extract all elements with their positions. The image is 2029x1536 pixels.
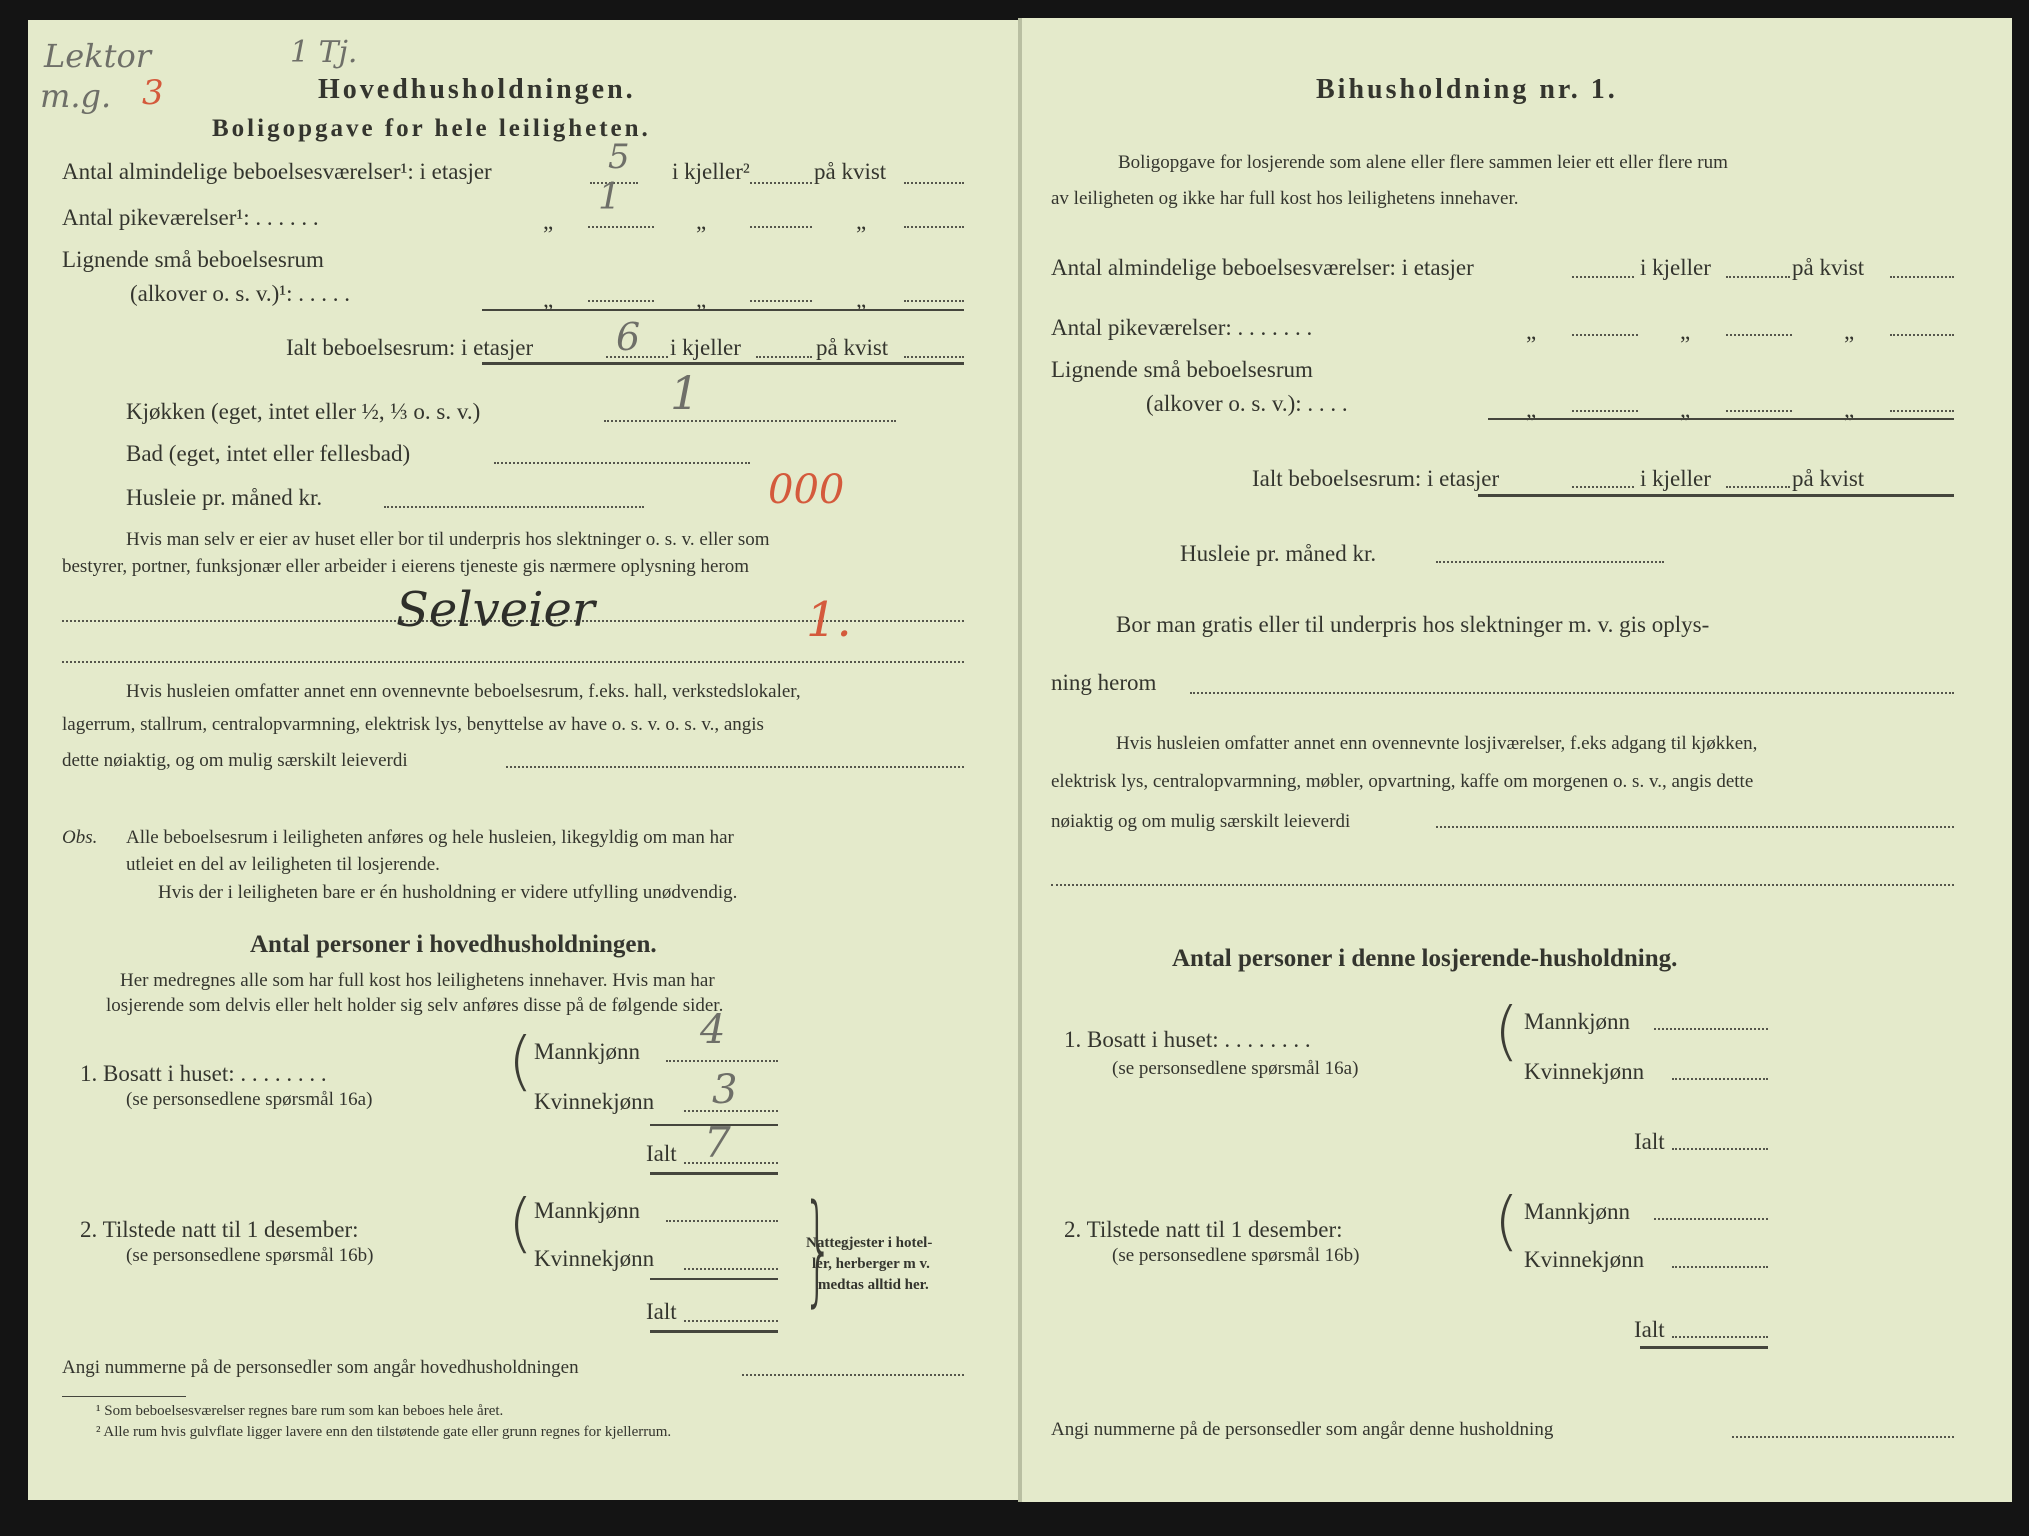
instruction-text: dette nøiaktig, og om mulig særskilt leieverdi bbox=[62, 750, 408, 771]
question-1-sub: (se personsedlene spørsmål 16a) bbox=[1112, 1058, 1359, 1079]
footnote: ² Alle rum hvis gulvflate ligger lavere enn den tilstøtende gate eller grunn regnes for kjellerrum. bbox=[96, 1424, 672, 1440]
ditto-mark: „ bbox=[1526, 397, 1537, 422]
label-alm: Antal almindelige beboelsesværelser¹: i etasjer bbox=[62, 159, 492, 184]
ditto-mark: „ bbox=[543, 209, 554, 234]
label-alkover: (alkover o. s. v.): . . . . bbox=[1146, 391, 1348, 416]
ditto-mark: „ bbox=[1680, 397, 1691, 422]
ditto-mark: „ bbox=[1526, 319, 1537, 344]
instruction-text: nøiaktig og om mulig særskilt leieverdi bbox=[1051, 811, 1351, 832]
field-q1-mann[interactable] bbox=[1654, 1028, 1768, 1030]
ditto-mark: „ bbox=[696, 209, 707, 234]
handwritten-red-number: 3 bbox=[142, 73, 164, 113]
question-1-label: 1. Bosatt i huset: . . . . . . . . bbox=[1064, 1027, 1311, 1052]
ditto-mark: „ bbox=[696, 287, 707, 312]
field-leieverdi[interactable] bbox=[506, 766, 964, 768]
label-kjokken: Kjøkken (eget, intet eller ½, ⅓ o. s. v.) bbox=[126, 399, 481, 424]
field-q2-kvinne[interactable] bbox=[1672, 1266, 1768, 1268]
field-q2-ialt[interactable] bbox=[1672, 1336, 1768, 1338]
instruction-text: Hvis man selv er eier av huset eller bor til underpris hos slektninger o. s. v. eller som bbox=[126, 529, 770, 550]
label-husleie: Husleie pr. måned kr. bbox=[126, 485, 323, 510]
label-kvinne: Kvinnekjønn bbox=[1524, 1059, 1645, 1084]
page-title: Bihusholdning nr. 1. bbox=[1316, 74, 1618, 105]
field-pike-kjeller[interactable] bbox=[750, 226, 812, 228]
label-alm: Antal almindelige beboelsesværelser: i etasjer bbox=[1051, 255, 1474, 280]
field-kvist[interactable] bbox=[904, 182, 964, 184]
label-ialt-kvist: på kvist bbox=[1792, 466, 1865, 491]
instruction-text: elektrisk lys, centralopvarmning, møbler, opvartning, kaffe om morgenen o. s. v., angis dette bbox=[1051, 771, 1754, 792]
instruction-text: lagerrum, stallrum, centralopvarmning, elektrisk lys, benyttelse av have o. s. v. o. s. v., angis bbox=[62, 714, 764, 735]
label-mann: Mannkjønn bbox=[1524, 1009, 1631, 1034]
field-q2-mann[interactable] bbox=[1654, 1218, 1768, 1220]
brace: } bbox=[802, 1180, 834, 1319]
value-kjokken: 1 bbox=[670, 366, 700, 420]
field-bad[interactable] bbox=[494, 462, 750, 464]
label-ialt: Ialt bbox=[646, 1299, 677, 1324]
label-mann: Mannkjønn bbox=[534, 1198, 641, 1223]
note-text: medtas alltid her. bbox=[818, 1277, 929, 1293]
field-alkover-etasjer[interactable] bbox=[1572, 410, 1638, 412]
field-angi[interactable] bbox=[742, 1374, 964, 1376]
label-ialt: Ialt beboelsesrum: i etasjer bbox=[286, 335, 534, 360]
field-q1-ialt[interactable] bbox=[1672, 1148, 1768, 1150]
label-mann: Mannkjønn bbox=[1524, 1199, 1631, 1224]
field-q2-ialt[interactable] bbox=[684, 1320, 778, 1322]
divider bbox=[482, 309, 964, 311]
field-pike-kvist[interactable] bbox=[904, 226, 964, 228]
label-mann: Mannkjønn bbox=[534, 1039, 641, 1064]
page-subtitle: Boligopgave for hele leiligheten. bbox=[212, 115, 651, 142]
value-pike: 1 bbox=[598, 177, 621, 218]
obs-label: Obs. bbox=[62, 827, 98, 848]
question-2-sub: (se personsedlene spørsmål 16b) bbox=[126, 1245, 374, 1266]
value-ialt-etasjer: 6 bbox=[616, 315, 641, 359]
field-alkover-kvist[interactable] bbox=[1890, 410, 1954, 412]
instruction-text: losjerende som delvis eller helt holder sig selv anføres disse på de følgende sider. bbox=[106, 995, 724, 1016]
divider bbox=[650, 1330, 778, 1333]
label-kjeller: i kjeller bbox=[1640, 255, 1711, 280]
field-pike-etasjer[interactable] bbox=[1572, 334, 1638, 336]
page-title: Hovedhusholdningen. bbox=[318, 74, 636, 105]
angi-label: Angi nummerne på de personsedler som angår denne husholdning bbox=[1051, 1419, 1554, 1440]
field-kjeller[interactable] bbox=[1726, 276, 1790, 278]
field-alkover-kjeller[interactable] bbox=[750, 300, 812, 302]
instruction-text: Bor man gratis eller til underpris hos slektninger m. v. gis oplys- bbox=[1116, 612, 1710, 637]
field-ialt-etasjer[interactable] bbox=[1572, 486, 1634, 488]
label-ialt: Ialt bbox=[1634, 1129, 1665, 1154]
note-text: ler, herberger m v. bbox=[812, 1256, 930, 1272]
value-eier-mark: 1. bbox=[806, 592, 852, 648]
instruction-text: Hvis husleien omfatter annet enn ovennevnte losjiværelser, f.eks adgang til kjøkken, bbox=[1116, 733, 1758, 754]
ditto-mark: „ bbox=[1680, 319, 1691, 344]
divider bbox=[650, 1278, 778, 1280]
label-lignende: Lignende små beboelsesrum bbox=[1051, 357, 1313, 382]
brace: ( bbox=[1494, 1185, 1519, 1259]
field-q2-kvinne[interactable] bbox=[684, 1268, 778, 1270]
value-etasjer: 5 bbox=[608, 137, 630, 177]
field-etasjer[interactable] bbox=[1572, 276, 1634, 278]
value-q1-ialt: 7 bbox=[704, 1118, 731, 1167]
field-husleie[interactable] bbox=[384, 506, 644, 508]
label-ialt-kjeller: i kjeller bbox=[1640, 466, 1711, 491]
footnote: ¹ Som beboelsesværelser regnes bare rum som kan beboes hele året. bbox=[96, 1403, 504, 1419]
field-ialt-kjeller[interactable] bbox=[756, 356, 812, 358]
obs-text: utleiet en del av leiligheten til losjerende. bbox=[126, 854, 440, 875]
divider bbox=[1488, 418, 1954, 420]
divider bbox=[482, 362, 964, 365]
obs-text: Hvis der i leiligheten bare er én husholdning er videre utfylling unødvendig. bbox=[158, 882, 738, 903]
label-kjeller: i kjeller² bbox=[672, 159, 750, 184]
field-angi[interactable] bbox=[1732, 1436, 1954, 1438]
field-alkover-etasjer[interactable] bbox=[588, 300, 654, 302]
field-leieverdi[interactable] bbox=[1436, 826, 1954, 828]
field-alkover-kjeller[interactable] bbox=[1726, 410, 1792, 412]
footnote-divider bbox=[62, 1396, 186, 1397]
field-kjeller[interactable] bbox=[750, 182, 812, 184]
instruction-text: bestyrer, portner, funksjonær eller arbeider i eierens tjeneste gis nærmere oplysning herom bbox=[62, 556, 750, 577]
question-2-label: 2. Tilstede natt til 1 desember: bbox=[80, 1217, 359, 1242]
ditto-mark: „ bbox=[856, 287, 867, 312]
value-eier: Selveier bbox=[396, 582, 595, 638]
question-2-sub: (se personsedlene spørsmål 16b) bbox=[1112, 1245, 1360, 1266]
divider bbox=[1478, 494, 1954, 497]
section-title: Antal personer i denne losjerende-husholdning. bbox=[1172, 945, 1678, 972]
field-kvist[interactable] bbox=[1890, 276, 1954, 278]
field-q1-mann[interactable] bbox=[666, 1060, 778, 1062]
divider bbox=[1640, 1346, 1768, 1349]
label-pike: Antal pikeværelser¹: . . . . . . bbox=[62, 205, 319, 230]
intro-text: Boligopgave for losjerende som alene eller flere sammen leier ett eller flere rum bbox=[1118, 152, 1728, 173]
instruction-text: ning herom bbox=[1051, 670, 1157, 695]
field-pike-etasjer[interactable] bbox=[588, 226, 654, 228]
field-leieverdi-2[interactable] bbox=[1051, 884, 1954, 886]
value-q1-mann: 4 bbox=[700, 1007, 726, 1053]
label-ialt: Ialt bbox=[646, 1141, 677, 1166]
label-husleie: Husleie pr. måned kr. bbox=[1180, 541, 1377, 566]
handwritten-note: 1 Tj. bbox=[290, 35, 358, 70]
label-ialt-kvist: på kvist bbox=[816, 335, 889, 360]
label-kvinne: Kvinnekjønn bbox=[1524, 1247, 1645, 1272]
field-pike-kjeller[interactable] bbox=[1726, 334, 1792, 336]
field-alkover-kvist[interactable] bbox=[904, 300, 964, 302]
page-fold bbox=[1018, 18, 1022, 1502]
instruction-text: Her medregnes alle som har full kost hos leilighetens innehaver. Hvis man har bbox=[120, 970, 715, 991]
question-2-label: 2. Tilstede natt til 1 desember: bbox=[1064, 1217, 1343, 1242]
label-ialt: Ialt bbox=[1634, 1317, 1665, 1342]
ditto-mark: „ bbox=[1844, 397, 1855, 422]
brace: ( bbox=[508, 1187, 533, 1261]
label-pike: Antal pikeværelser: . . . . . . . bbox=[1051, 315, 1313, 340]
angi-label: Angi nummerne på de personsedler som angår hovedhusholdningen bbox=[62, 1357, 579, 1378]
field-eier-2[interactable] bbox=[62, 661, 964, 663]
field-q1-kvinne[interactable] bbox=[1672, 1078, 1768, 1080]
handwritten-note: Lektor bbox=[44, 37, 151, 75]
note-text: Nattegjester i hotel- bbox=[806, 1235, 933, 1251]
label-kvinne: Kvinnekjønn bbox=[534, 1089, 655, 1114]
section-title: Antal personer i hovedhusholdningen. bbox=[250, 931, 657, 958]
label-alkover: (alkover o. s. v.)¹: . . . . . bbox=[130, 281, 351, 306]
field-ialt-kjeller[interactable] bbox=[1726, 486, 1790, 488]
ditto-mark: „ bbox=[856, 209, 867, 234]
obs-text: Alle beboelsesrum i leiligheten anføres og hele husleien, likegyldig om man har bbox=[126, 827, 734, 848]
ditto-mark: „ bbox=[543, 287, 554, 312]
label-ialt-kjeller: i kjeller bbox=[670, 335, 741, 360]
label-kvist: på kvist bbox=[814, 159, 887, 184]
label-bad: Bad (eget, intet eller fellesbad) bbox=[126, 441, 411, 466]
right-form-page bbox=[1022, 18, 2012, 1502]
brace: ( bbox=[1494, 995, 1519, 1069]
value-husleie: 000 bbox=[768, 467, 845, 513]
label-ialt: Ialt beboelsesrum: i etasjer bbox=[1252, 466, 1500, 491]
ditto-mark: „ bbox=[1844, 319, 1855, 344]
field-q1-ialt[interactable] bbox=[684, 1162, 778, 1164]
field-kjokken[interactable] bbox=[604, 420, 896, 422]
divider bbox=[650, 1172, 778, 1175]
field-gratis[interactable] bbox=[1190, 692, 1954, 694]
handwritten-note: m.g. bbox=[40, 77, 112, 115]
label-lignende: Lignende små beboelsesrum bbox=[62, 247, 324, 272]
field-q2-mann[interactable] bbox=[666, 1220, 778, 1222]
question-1-sub: (se personsedlene spørsmål 16a) bbox=[126, 1089, 373, 1110]
field-ialt-kvist[interactable] bbox=[904, 356, 964, 358]
field-pike-kvist[interactable] bbox=[1890, 334, 1954, 336]
label-kvinne: Kvinnekjønn bbox=[534, 1246, 655, 1271]
value-q1-kvinne: 3 bbox=[712, 1067, 738, 1113]
instruction-text: Hvis husleien omfatter annet enn ovennevnte beboelsesrum, f.eks. hall, verkstedslokaler, bbox=[126, 681, 801, 702]
brace: ( bbox=[508, 1025, 533, 1099]
question-1-label: 1. Bosatt i huset: . . . . . . . . bbox=[80, 1061, 327, 1086]
field-husleie[interactable] bbox=[1436, 561, 1664, 563]
label-kvist: på kvist bbox=[1792, 255, 1865, 280]
intro-text: av leiligheten og ikke har full kost hos leilighetens innehaver. bbox=[1051, 188, 1519, 209]
